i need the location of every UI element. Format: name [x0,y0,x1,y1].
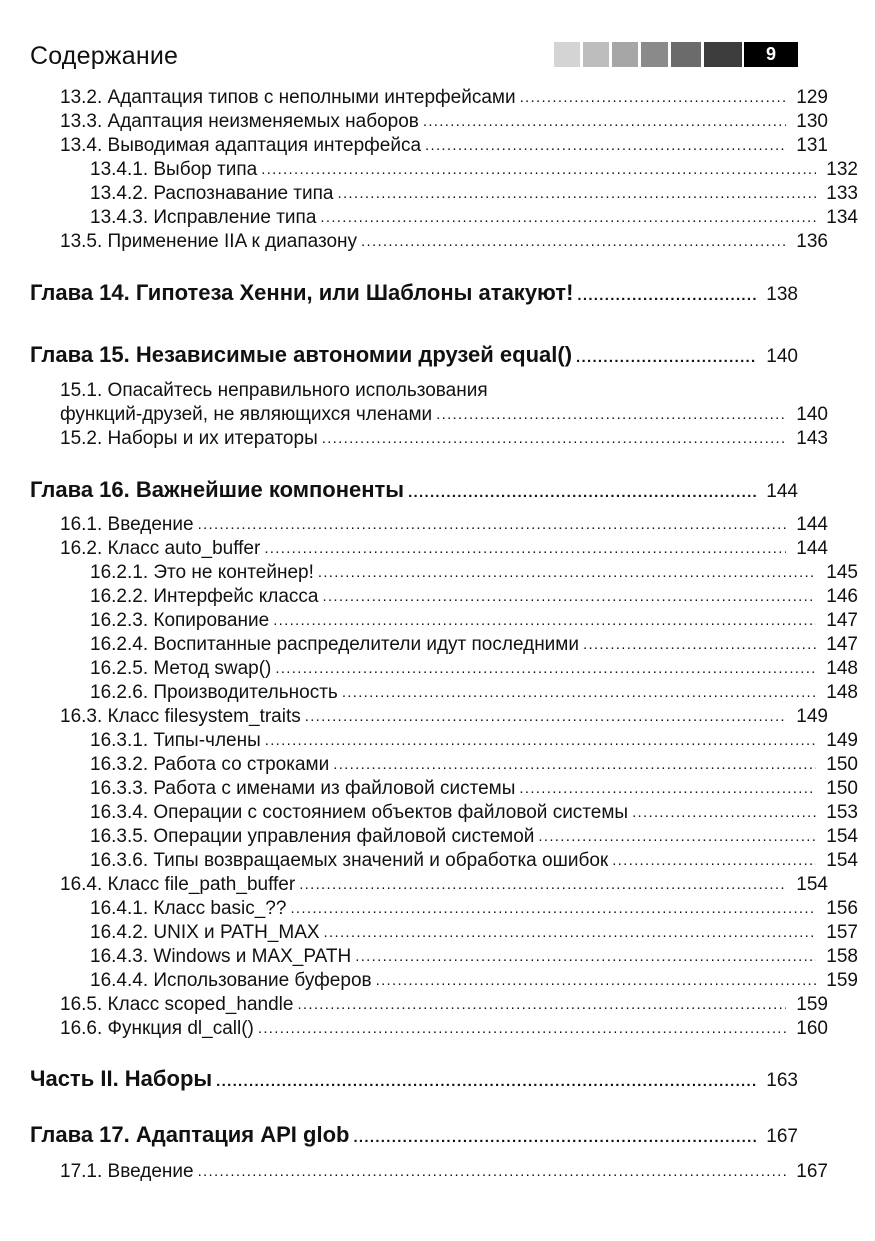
toc-chapter-title: Глава 17. Адаптация API glob [30,1122,350,1147]
toc-entry-title: 16.2.2. Интерфейс класса [90,586,319,607]
toc-entry-title: 16.4.4. Использование буферов [90,970,372,991]
toc-entry-title: 16.2.5. Метод swap() [90,658,272,679]
toc-entry[interactable] [30,230,828,255]
toc-entry-page: 150 [826,754,858,775]
toc-chapter-title: Глава 14. Гипотеза Хенни, или Шаблоны атакуют! [30,280,574,305]
toc-entry-page: 149 [826,730,858,751]
toc-entry[interactable] [30,993,828,1018]
toc-entry[interactable] [30,753,858,778]
toc-entry-title: 15.2. Наборы и их итераторы [60,428,318,449]
toc-entry-page: 149 [796,706,828,727]
toc-entry-page: 131 [796,135,828,156]
toc-entry-page: 136 [796,231,828,252]
toc-entry-title: 16.4.1. Класс basic_?? [90,898,287,919]
toc-entry-title: 13.4. Выводимая адаптация интерфейса [60,135,422,156]
bar-block-5 [671,42,701,67]
toc-part-title: Часть II. Наборы [30,1066,213,1091]
toc-entry[interactable] [30,633,858,658]
page-header [30,36,798,72]
toc-entry-page: 130 [796,111,828,132]
toc-entry-page: 154 [826,826,858,847]
toc-entry-page: 153 [826,802,858,823]
toc-entry-page: 147 [826,634,858,655]
toc-entry-page: 148 [826,682,858,703]
bar-block-3 [612,42,638,67]
toc-entry-page: 159 [796,994,828,1015]
toc-entry[interactable] [30,825,858,850]
toc-entry-title: 16.3.6. Типы возвращаемых значений и обработка ошибок [90,850,609,871]
toc-entry[interactable] [30,897,858,922]
toc-entry-title: 16.6. Функция dl_call() [60,1018,254,1039]
toc-entry-title: 16.4. Класс file_path_buffer [60,874,296,895]
toc-chapter[interactable] [30,279,798,310]
toc-entry[interactable] [30,945,858,970]
toc-entry-page: 163 [766,1070,798,1091]
toc-entry-title-line[interactable]: 15.1. Опасайтесь неправильного использования [60,380,488,401]
toc-entry-title: 13.2. Адаптация типов с неполными интерфейсами [60,87,516,108]
header-gradient-bar [554,42,798,67]
toc-chapter[interactable] [30,1121,798,1152]
toc-entry[interactable] [30,513,828,538]
toc-entry-title: 16.3.4. Операции с состоянием объектов файловой системы [90,802,629,823]
toc-entry-page: 154 [826,850,858,871]
toc-entry-page: 156 [826,898,858,919]
toc-entry-title: 13.4.1. Выбор типа [90,159,258,180]
toc-entry[interactable] [30,403,828,428]
toc-entry-title: 16.2. Класс auto_buffer [60,538,261,559]
toc-entry[interactable] [30,182,858,207]
toc-entry-page: 133 [826,183,858,204]
toc-entry[interactable] [30,729,858,754]
toc-entry[interactable] [30,1017,828,1042]
toc-entry[interactable] [30,873,828,898]
toc-entry-page: 160 [796,1018,828,1039]
toc-entry-title: 16.2.3. Копирование [90,610,270,631]
toc-entry-page: 143 [796,428,828,449]
toc-entry-page: 167 [796,1161,828,1182]
toc-entry-page: 129 [796,87,828,108]
toc-entry-page: 140 [766,346,798,367]
toc-chapter[interactable] [30,341,798,372]
toc-entry-title: 16.1. Введение [60,514,194,535]
bar-block-6 [704,42,742,67]
toc-entry[interactable] [30,537,828,562]
toc-entry-page: 134 [826,207,858,228]
toc-entry-page: 148 [826,658,858,679]
toc-entry-title: 16.3.2. Работа со строками [90,754,330,775]
toc-entry[interactable] [30,158,858,183]
bar-block-1 [554,42,580,67]
toc-entry[interactable] [30,921,858,946]
toc-entry-title: 16.2.6. Производительность [90,682,338,703]
toc-entry[interactable] [30,561,858,586]
toc-entry-page: 150 [826,778,858,799]
toc-entry-page: 140 [796,404,828,425]
bar-block-4 [641,42,668,67]
toc-entry-page: 138 [766,284,798,305]
toc-entry-title: 16.3.5. Операции управления файловой системой [90,826,535,847]
toc-entry-title: 13.4.2. Распознавание типа [90,183,334,204]
toc-entry-page: 146 [826,586,858,607]
toc-entry[interactable] [30,110,828,135]
toc-entry-page: 158 [826,946,858,967]
toc-entry-page: 144 [766,481,798,502]
toc-entry-title: 17.1. Введение [60,1161,194,1182]
toc-entry-title: 13.3. Адаптация неизменяемых наборов [60,111,419,132]
toc-entry[interactable] [30,705,828,730]
toc-entry-page: 147 [826,610,858,631]
toc-entry[interactable] [30,777,858,802]
toc-entry-page: 144 [796,514,828,535]
toc-entry[interactable] [30,657,858,682]
toc-entry-title: 13.4.3. Исправление типа [90,207,317,228]
toc-entry-title: 16.3.3. Работа с именами из файловой системы [90,778,516,799]
toc-entry-page: 144 [796,538,828,559]
toc-entry[interactable] [30,585,858,610]
toc-entry-page: 132 [826,159,858,180]
toc-entry[interactable] [30,86,828,111]
page-number: 9 [744,42,798,67]
toc-entry-page: 159 [826,970,858,991]
toc-chapter-title: Глава 16. Важнейшие компоненты [30,477,405,502]
toc-entry[interactable] [30,1160,828,1185]
toc-entry-page: 157 [826,922,858,943]
toc-entry-title: 16.3. Класс filesystem_traits [60,706,301,727]
toc-entry-title: функций-друзей, не являющихся членами [60,404,433,425]
page-title: Содержание [30,42,179,70]
toc-entry-title: 16.4.3. Windows и MAX_PATH [90,946,352,967]
toc-entry[interactable] [30,609,858,634]
toc-entry-title: 16.3.1. Типы-члены [90,730,261,751]
toc-entry[interactable] [30,849,858,874]
toc-entry-title: 16.2.4. Воспитанные распределители идут последними [90,634,579,655]
toc-chapter-title: Глава 15. Независимые автономии друзей equal() [30,342,573,367]
toc-entry-title: 16.4.2. UNIX и PATH_MAX [90,922,320,943]
bar-block-2 [583,42,609,67]
toc-entry[interactable] [30,134,828,159]
toc-entry[interactable] [30,801,858,826]
toc-part[interactable] [30,1065,798,1096]
toc-chapter[interactable] [30,476,798,507]
toc-entry[interactable] [30,206,858,231]
toc-entry-page: 145 [826,562,858,583]
toc-entry-title: 16.2.1. Это не контейнер! [90,562,314,583]
toc-entry-page: 167 [766,1126,798,1147]
toc-entry[interactable] [30,427,828,452]
toc-entry-page: 154 [796,874,828,895]
toc-entry[interactable] [30,681,858,706]
toc-entry-title: 13.5. Применение IIA к диапазону [60,231,358,252]
toc-entry-title: 16.5. Класс scoped_handle [60,994,294,1015]
toc-entry[interactable] [30,969,858,994]
